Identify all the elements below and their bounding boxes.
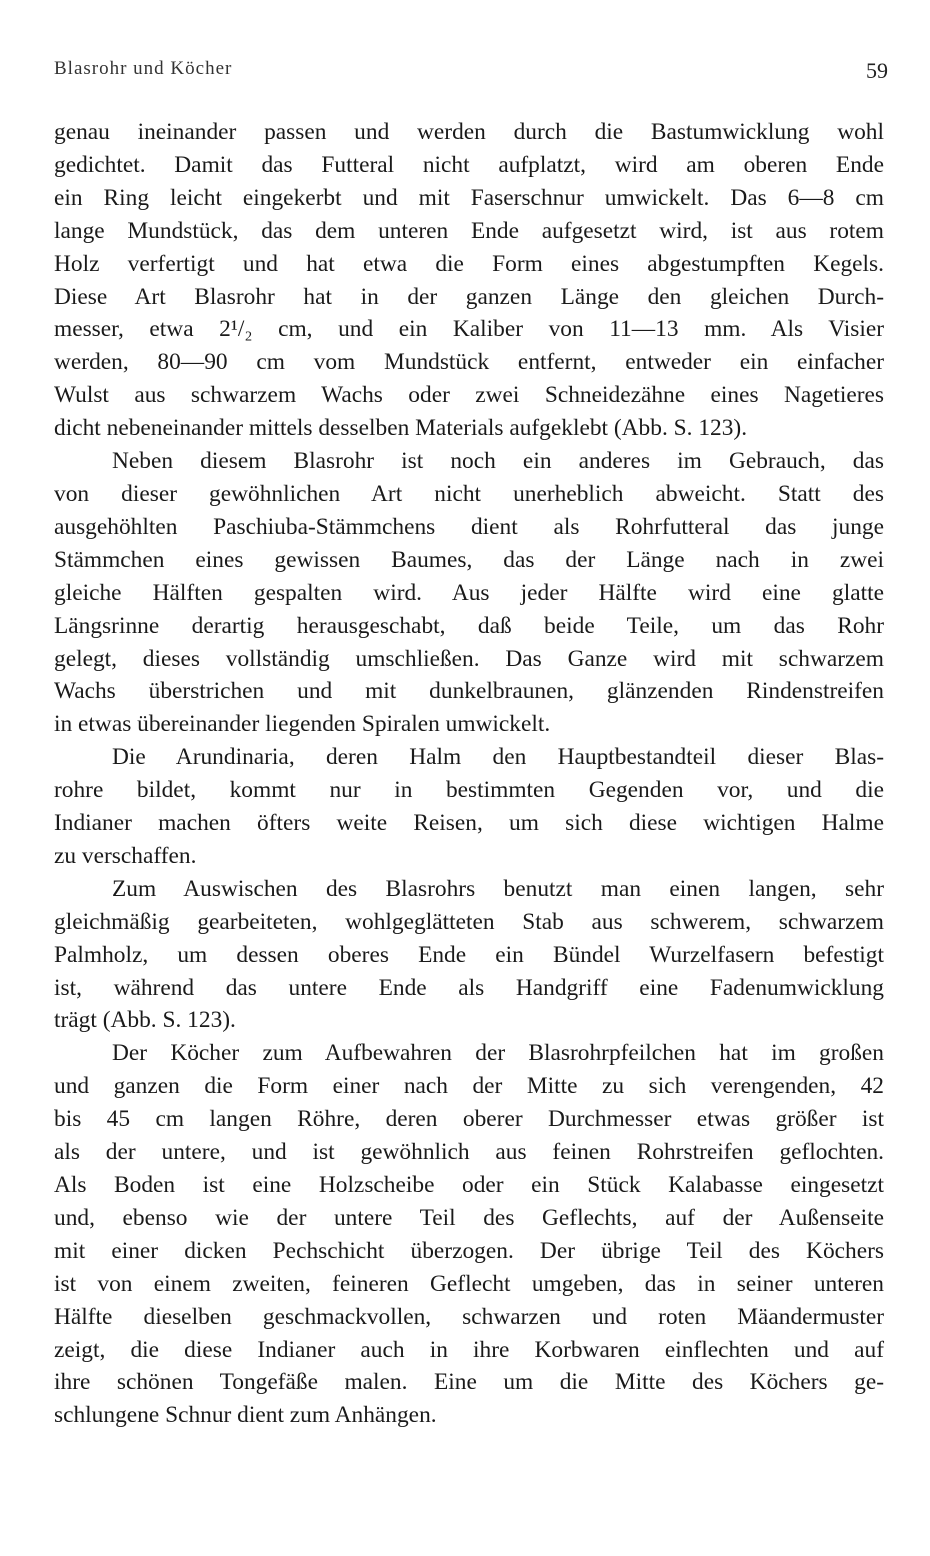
text-line: bis 45 cm langen Röhre, deren oberer Durchmesser etwas größer ist xyxy=(54,1106,884,1133)
text-line: Stämmchen eines gewissen Baumes, das der Länge nach in zwei xyxy=(54,546,884,573)
paragraph xyxy=(54,741,884,873)
text-line: trägt (Abb. S. 123). xyxy=(54,1007,236,1034)
text-line: Zum Auswischen des Blasrohrs benutzt man einen langen, sehr xyxy=(112,875,884,902)
text-line: rohre bildet, kommt nur in bestimmten Gegenden vor, und die xyxy=(54,777,884,804)
text-line: Indianer machen öfters weite Reisen, um sich diese wichtigen Halme xyxy=(54,810,884,837)
text-line: werden, 80—90 cm vom Mundstück entfernt, entweder ein einfacher xyxy=(54,349,884,376)
text-line: gelegt, dieses vollständig umschließen. Das Ganze wird mit schwarzem xyxy=(54,645,884,672)
text-line: dicht nebeneinander mittels desselben Materials aufgeklebt (Abb. S. 123). xyxy=(54,415,748,442)
text-line: Wulst aus schwarzem Wachs oder zwei Schneidezähne eines Nagetieres xyxy=(54,382,884,409)
text-line: in etwas übereinander liegenden Spiralen umwickelt. xyxy=(54,711,551,738)
text-line: Diese Art Blasrohr hat in der ganzen Länge den gleichen Durch- xyxy=(54,283,884,310)
text-line: Wachs überstrichen und mit dunkelbraunen, glänzenden Rindenstreifen xyxy=(54,678,884,705)
text-line: gleichmäßig gearbeiteten, wohlgeglätteten Stab aus schwerem, schwarzem xyxy=(54,908,884,935)
text-line: als der untere, und ist gewöhnlich aus feinen Rohrstreifen geflochten. xyxy=(54,1139,884,1166)
text-line: Palmholz, um dessen oberes Ende ein Bündel Wurzelfasern befestigt xyxy=(54,941,884,968)
text-line: Holz verfertigt und hat etwa die Form eines abgestumpften Kegels. xyxy=(54,250,884,277)
text-line: schlungene Schnur dient zum Anhängen. xyxy=(54,1402,437,1429)
text-line: mit einer dicken Pechschicht überzogen. Der übrige Teil des Köchers xyxy=(54,1237,884,1264)
text-line: Als Boden ist eine Holzscheibe oder ein Stück Kalabasse eingesetzt xyxy=(54,1172,884,1198)
text-line: gleiche Hälften gespalten wird. Aus jeder Hälfte wird eine glatte xyxy=(54,579,884,606)
text-line: genau ineinander passen und werden durch die Bastumwicklung wohl xyxy=(54,119,884,145)
text-line: ist von einem zweiten, feineren Geflecht umgeben, das in seiner unteren xyxy=(54,1270,884,1297)
text-line: gedichtet. Damit das Futteral nicht aufplatzt, wird am oberen Ende xyxy=(54,151,884,178)
text-line: Neben diesem Blasrohr ist noch ein anderes im Gebrauch, das xyxy=(112,448,884,475)
paragraph xyxy=(54,445,884,741)
text-line: Der Köcher zum Aufbewahren der Blasrohrpfeilchen hat im großen xyxy=(112,1040,884,1067)
text-line: zu verschaffen. xyxy=(54,842,197,869)
text-line: ihre schönen Tongefäße malen. Eine um die Mitte des Köchers ge- xyxy=(54,1369,884,1396)
text-line: ist, während das untere Ende als Handgriff eine Fadenumwicklung xyxy=(54,974,884,1001)
text-line: und, ebenso wie der untere Teil des Geflechts, auf der Außenseite xyxy=(54,1204,884,1231)
paragraph xyxy=(54,873,884,1038)
running-head: Blasrohr und Köcher xyxy=(54,58,233,79)
text-line: Längsrinne derartig herausgeschabt, daß beide Teile, um das Rohr xyxy=(54,612,884,639)
text-line: messer, etwa 2¹/₂ cm, und ein Kaliber von 11—13 mm. Als Visier xyxy=(54,316,884,343)
text-line: Die Arundinaria, deren Halm den Hauptbestandteil dieser Blas- xyxy=(112,744,884,771)
text-line: ein Ring leicht eingekerbt und mit Faserschnur umwickelt. Das 6—8 cm xyxy=(54,184,884,211)
paragraph xyxy=(54,1037,884,1432)
text-line: von dieser gewöhnlichen Art nicht unerheblich abweicht. Statt des xyxy=(54,480,884,507)
page-number: 59 xyxy=(866,58,888,83)
paragraph xyxy=(54,116,884,445)
text-line: und ganzen die Form einer nach der Mitte zu sich verengenden, 42 xyxy=(54,1073,884,1100)
text-line: ausgehöhlten Paschiuba-Stämmchens dient als Rohrfutteral das junge xyxy=(54,513,884,540)
text-line: zeigt, die diese Indianer auch in ihre Korbwaren einflechten und auf xyxy=(54,1336,884,1363)
text-line: Hälfte dieselben geschmackvollen, schwarzen und roten Mäandermuster xyxy=(54,1303,884,1330)
text-line: lange Mundstück, das dem unteren Ende aufgesetzt wird, ist aus rotem xyxy=(54,217,884,244)
body-text xyxy=(54,116,884,1432)
